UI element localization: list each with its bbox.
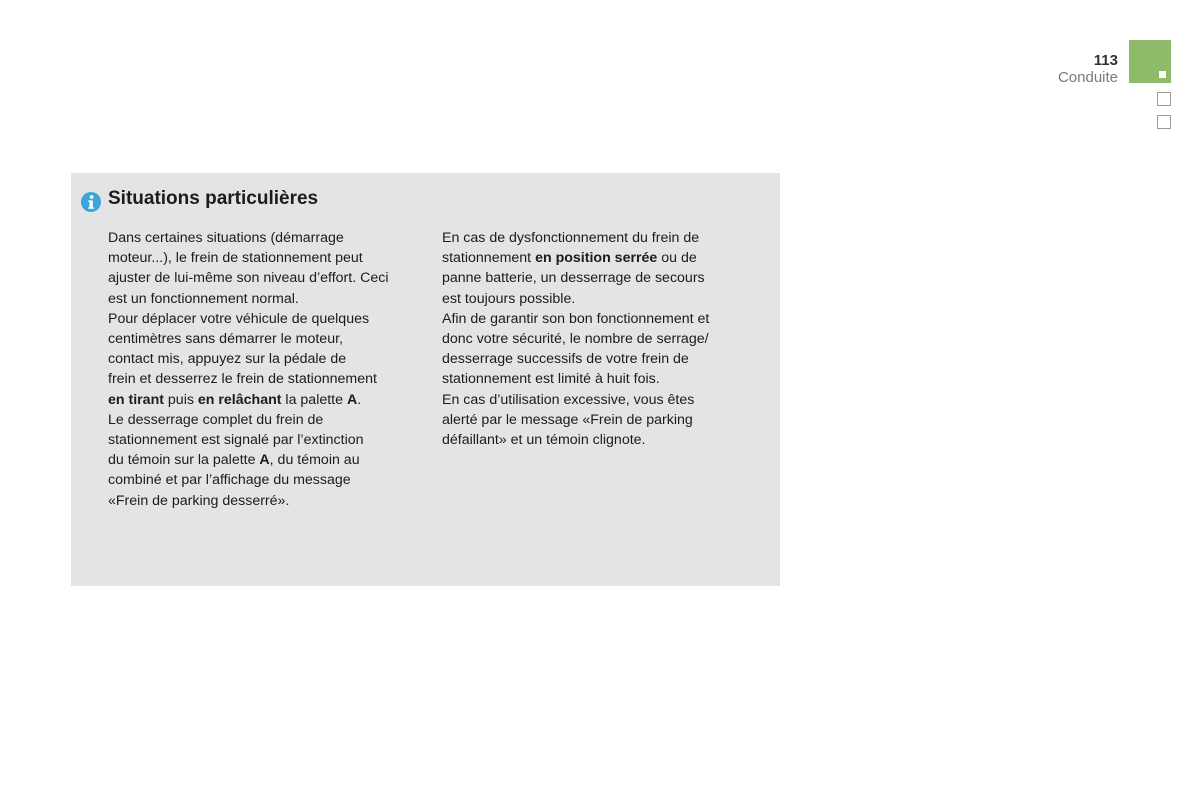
text-line: En cas d’utilisation excessive, vous êtes [442,391,695,408]
text-line: donc votre sécurité, le nombre de serrage/ [442,331,709,348]
chapter-tab-box [1157,115,1171,129]
text-span: . [357,391,362,408]
text-span: du témoin sur la palette [108,452,260,469]
bold-text: en position serrée [535,250,658,267]
text-line: est toujours possible. [442,290,576,307]
bold-text: A [259,452,270,469]
text-line: défaillant» et un témoin clignote. [442,432,646,449]
bold-text: A [346,391,358,408]
text-line: Afin de garantir son bon fonctionnement et [442,310,710,327]
text-span: ou de [657,250,697,267]
text-span: , du témoin au [269,452,360,469]
text-line [108,450,428,470]
bold-text: en relâchant [197,391,282,408]
text-line: moteur...), le frein de stationnement peut [108,250,363,267]
chapter-tab-active [1129,40,1171,83]
text-line: «Frein de parking desserré». [108,492,290,509]
text-line: Dans certaines situations (démarrage [108,230,344,246]
info-box [71,173,780,586]
text-span: stationnement [442,250,536,267]
text-line: centimètres sans démarrer le moteur, [108,331,343,348]
text-line: panne batterie, un desserrage de secours [442,270,705,287]
text-line: Pour déplacer votre véhicule de quelques [108,310,370,327]
text-line: stationnement est limité à huit fois. [442,371,660,388]
info-box-title: Situations particulières [108,188,319,209]
text-line [108,390,428,410]
text-line: Le desserrage complet du frein de [108,411,324,428]
bold-text: en tirant [108,391,164,408]
text-span: la palette [281,391,347,408]
info-icon [81,192,101,212]
text-line: est un fonctionnement normal. [108,290,299,307]
text-line [442,248,742,268]
info-text-left-column [108,228,428,511]
page-number: 113 [1093,52,1118,69]
chapter-tab-box [1157,92,1171,106]
text-line: En cas de dysfonctionnement du frein de [442,230,700,246]
text-line: combiné et par l’affichage du message [108,472,351,489]
section-title: Conduite [1057,69,1118,86]
text-line: frein et desserrez le frein de stationnement [108,371,377,388]
text-line: desserrage successifs de votre frein de [442,351,689,368]
text-line: alerté par le message «Frein de parking [442,411,693,428]
text-line: stationnement est signalé par l’extinction [108,432,364,449]
text-span: puis [163,391,198,408]
text-line: ajuster de lui-même son niveau d’effort. Ceci [108,270,389,287]
chapter-tab-marker [1159,71,1166,78]
info-text-right-column [442,228,742,450]
text-line: contact mis, appuyez sur la pédale de [108,351,347,368]
